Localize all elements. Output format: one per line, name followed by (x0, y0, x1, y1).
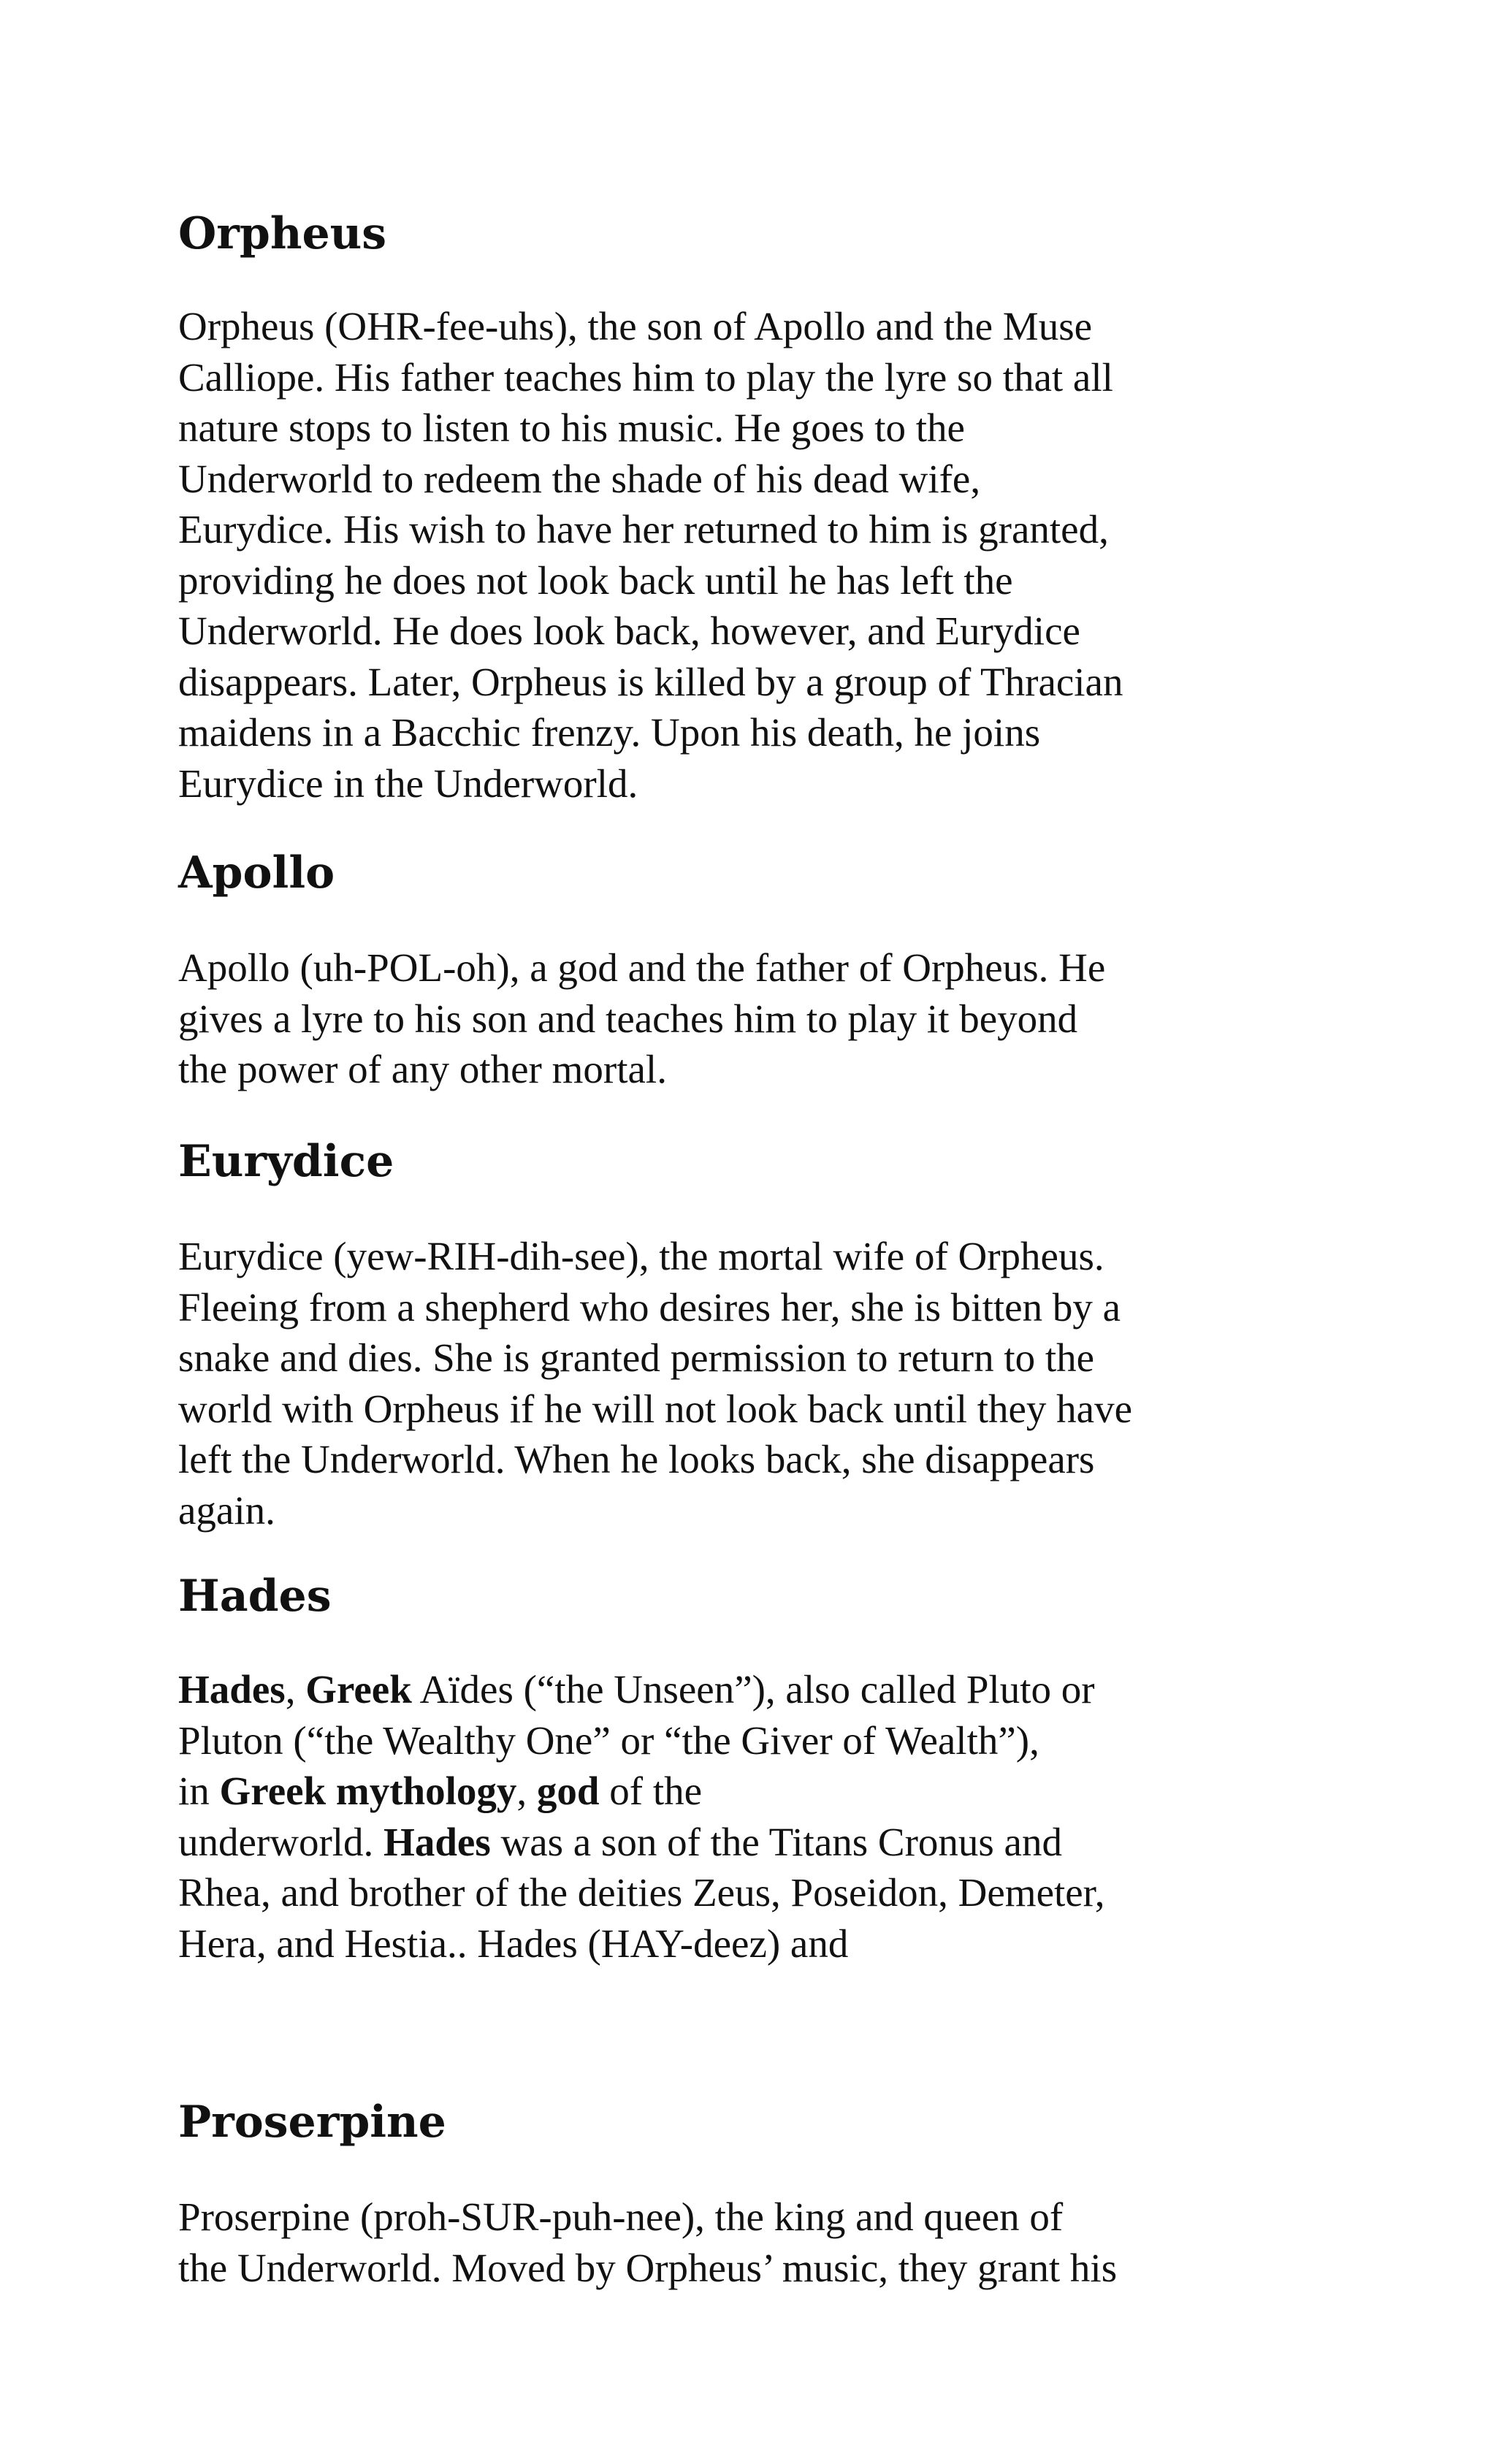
section-body-orpheus (178, 301, 1362, 809)
text-line: maidens in a Bacchic frenzy. Upon his death, he joins (178, 710, 1041, 755)
text-line: Underworld. He does look back, however, and Eurydice (178, 609, 1080, 653)
text-line: world with Orpheus if he will not look back until they have (178, 1386, 1133, 1431)
section-heading-eurydice: Eurydice (178, 1136, 394, 1187)
text-line: Proserpine (proh-SUR-puh-nee), the king and queen of (178, 2194, 1064, 2239)
bold-term: god (536, 1769, 600, 1813)
section-heading-hades: Hades (178, 1571, 332, 1622)
text-line: disappears. Later, Orpheus is killed by a group of Thracian (178, 659, 1123, 704)
text-line: snake and dies. She is granted permission to return to the (178, 1335, 1095, 1380)
text-line: Eurydice. His wish to have her returned to him is granted, (178, 507, 1109, 552)
text-line: the Underworld. Moved by Orpheus’ music, they grant his (178, 2245, 1118, 2290)
text-line: Eurydice in the Underworld. (178, 760, 638, 806)
bold-term: Hades (178, 1667, 286, 1712)
text-line: providing he does not look back until he has left the (178, 557, 1013, 603)
text-line: Hera, and Hestia.. Hades (HAY-deez) and (178, 1921, 849, 1966)
section-body-proserpine (178, 2192, 1362, 2293)
text-line (178, 1664, 1362, 1715)
text-line: Orpheus (OHR-fee-uhs), the son of Apollo and the Muse (178, 304, 1093, 348)
text-run: underworld. (178, 1819, 384, 1864)
section-body-eurydice (178, 1231, 1362, 1536)
text-line: Pluton (“the Wealthy One” or “the Giver of Wealth”), (178, 1717, 1039, 1763)
text-line: gives a lyre to his son and teaches him to play it beyond (178, 996, 1078, 1041)
section-heading-orpheus: Orpheus (178, 208, 387, 259)
text-line: again. (178, 1487, 275, 1533)
text-line: Rhea, and brother of the deities Zeus, Poseidon, Demeter, (178, 1870, 1105, 1915)
text-line (178, 1766, 1362, 1817)
text-line: Eurydice (yew-RIH-dih-see), the mortal wife of Orpheus. (178, 1234, 1104, 1278)
section-heading-proserpine: Proserpine (178, 2097, 446, 2148)
text-line (178, 1817, 1362, 1868)
text-line: Apollo (uh-POL-oh), a god and the father of Orpheus. He (178, 945, 1106, 990)
section-heading-apollo: Apollo (178, 847, 335, 899)
text-line: Calliope. His father teaches him to play the lyre so that all (178, 354, 1113, 400)
text-run: , (516, 1769, 537, 1813)
section-body-apollo (178, 942, 1362, 1095)
section-body-hades (178, 1664, 1362, 1969)
text-line: nature stops to listen to his music. He goes to the (178, 405, 965, 450)
text-run: of the (599, 1769, 703, 1813)
text-line: left the Underworld. When he looks back, she disappears (178, 1437, 1095, 1481)
bold-term: Greek mythology (219, 1769, 517, 1813)
bold-term: Greek (305, 1667, 412, 1712)
bold-term: Hades (383, 1819, 491, 1864)
text-run: in (178, 1769, 220, 1813)
text-line: Underworld to redeem the shade of his dead wife, (178, 456, 981, 501)
text-run: was a son of the Titans Cronus and (490, 1819, 1062, 1864)
text-line: the power of any other mortal. (178, 1047, 667, 1091)
text-line: Fleeing from a shepherd who desires her, she is bitten by a (178, 1284, 1121, 1330)
text-run: , (285, 1667, 306, 1712)
text-run: Aïdes (“the Unseen”), also called Pluto or (411, 1667, 1095, 1712)
